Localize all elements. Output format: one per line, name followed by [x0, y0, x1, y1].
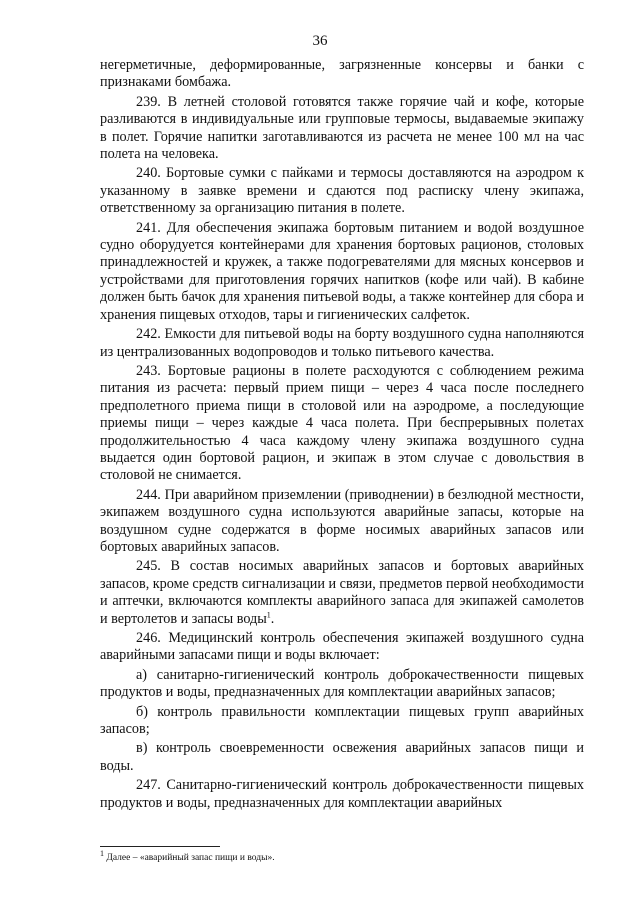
paragraph-continuation: негерметичные, деформированные, загрязненные консервы и банки с признаками бомбажа. [100, 57, 584, 91]
footnote-reference: 1 [266, 609, 271, 619]
paragraph-245-text: 245. В состав носимых аварийных запасов и бортовых аварийных запасов, кроме средств сигнализации и связи, предметов первой необходимости и аптечки, включаются комплекты аварийного запаса для экипажей самолетов и вертолетов и запасы воды [100, 558, 584, 627]
paragraph-246: 246. Медицинский контроль обеспечения экипажей воздушного судна аварийными запасами пищи и воды включает: [100, 630, 584, 664]
paragraph-239: 239. В летней столовой готовятся также горячие чай и кофе, которые разливаются в индивидуальные или групповые термосы, выдаваемые экипажу в полет. Горячие напитки заготавливаются из расчета не менее 100 мл на час полета на человека. [100, 93, 584, 163]
document-body [100, 57, 584, 814]
paragraph-245-end: . [270, 610, 275, 627]
paragraph-247: 247. Санитарно-гигиенический контроль доброкачественности пищевых продуктов и воды, предназначенных для комплектации аварийных [100, 777, 584, 811]
paragraph-241: 241. Для обеспечения экипажа бортовым питанием и водой воздушное судно оборудуется контейнерами для хранения бортовых рационов, столовых принадлежностей и кружек, а также подогревателями для мясных консервов и устройствами для приготовления горячих напитков (кофе или чай). В кабине должен быть бачок для хранения питьевой воды, а также контейнер для сбора и хранения пищевых отходов, тары и гигиенических салфеток. [100, 219, 584, 323]
footnote-divider [100, 846, 220, 847]
page-number: 36 [312, 33, 328, 49]
footnote [100, 848, 584, 864]
paragraph-240: 240. Бортовые сумки с пайками и термосы доставляются на аэродром к указанному в заявке времени и сдаются под расписку члену экипажа, ответственному за организацию питания в полете. [100, 165, 584, 217]
footnote-marker: 1 [100, 848, 104, 858]
paragraph-244: 244. При аварийном приземлении (приводнении) в безлюдной местности, экипажем воздушного судна используются аварийные запасы, которые на воздушном судне содержатся в форме носимых аварийных запасов или бортовых аварийных запасов. [100, 486, 584, 555]
paragraph-242: 242. Емкости для питьевой воды на борту воздушного судна наполняются из централизованных водопроводов и только питьевого качества. [100, 326, 584, 360]
paragraph-243: 243. Бортовые рационы в полете расходуются с соблюдением режима питания из расчета: первый прием пищи – через 4 часа после последнего предполетного приема пищи в столовой или на аэродроме, а последующие приемы пищи – через каждые 4 часа полета. При беспрерывных полетах продолжительностью 4 часа каждому члену экипажа воздушного судна выдается один бортовой рацион, и экипаж в этом случае с довольствия в столовой не снимается. [100, 362, 584, 484]
paragraph-245 [100, 558, 584, 628]
footnote-text: Далее – «аварийный запас пищи и воды». [106, 853, 275, 863]
list-item-c: в) контроль своевременности освежения аварийных запасов пищи и воды. [100, 740, 584, 774]
list-item-a: а) санитарно-гигиенический контроль доброкачественности пищевых продуктов и воды, предназначенных для комплектации аварийных запасов; [100, 666, 584, 701]
list-item-b: б) контроль правильности комплектации пищевых групп аварийных запасов; [100, 703, 584, 738]
